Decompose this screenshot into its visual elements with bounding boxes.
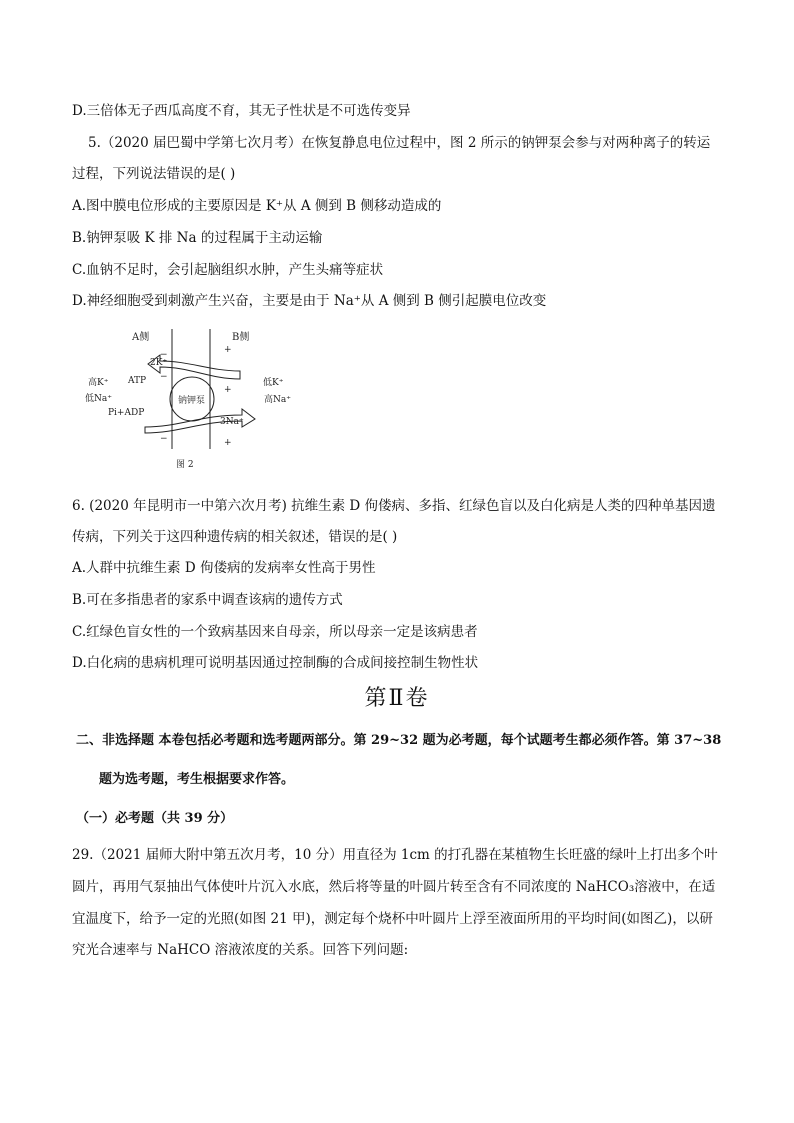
svg-text:−: − — [160, 372, 168, 382]
fig-side-a: A侧 — [132, 332, 150, 343]
fig-atp-label: ATP — [128, 376, 147, 386]
question-6-stem: 6. (2020 年昆明市一中第六次月考) 抗维生素 D 佝偻病、多指、红绿色盲以及白化病是人类的四种单基因遗 — [72, 498, 716, 514]
fig-na-label: 3Na⁺ — [220, 417, 244, 427]
q6-option-c: C.红绿色盲女性的一个致病基因来自母亲，所以母亲一定是该病患者 — [72, 624, 478, 640]
question-5-stem: 5.（2020 届巴蜀中学第七次月考）在恢复静息电位过程中，图 2 所示的钠钾泵会参与对两种离子的转运 — [88, 135, 711, 151]
section-intro: 二、非选择题 本卷包括必考题和选考题两部分。第 29~32 题为必考题，每个试题考生都必须作答。第 37~38 — [76, 733, 722, 748]
q5-option-d: D.神经细胞受到刺激产生兴奋，主要是由于 Na⁺从 A 侧到 B 侧引起膜电位改变 — [72, 293, 547, 309]
question-29-line-4: 究光合速率与 NaHCO 溶液浓度的关系。回答下列问题: — [72, 942, 409, 958]
svg-text:+: + — [224, 438, 232, 448]
section-title: 第Ⅱ卷 — [364, 686, 430, 711]
fig-left-low-na: 低Na⁺ — [85, 394, 112, 404]
fig-right-high-na: 高Na⁺ — [264, 395, 291, 405]
fig-k-label: 2K⁺ — [150, 358, 168, 368]
question-6-stem-cont: 传病，下列关于这四种遗传病的相关叙述，错误的是( ) — [72, 529, 398, 545]
question-29-line-2: 圆片，再用气泵抽出气体使叶片沉入水底，然后将等量的叶圆片转至含有不同浓度的 NaHCO₃溶液中，在适 — [72, 879, 716, 895]
fig-left-high-k: 高K⁺ — [88, 378, 109, 388]
svg-text:+: + — [224, 385, 232, 395]
q6-option-b: B.可在多指患者的家系中调查该病的遗传方式 — [72, 592, 343, 608]
option-d-q4: D.三倍体无子西瓜高度不育，其无子性状是不可选传变异 — [72, 103, 411, 119]
svg-text:+: + — [224, 345, 232, 355]
subsection-heading: （一）必考题（共 39 分） — [76, 811, 234, 826]
fig-caption: 图 2 — [176, 460, 194, 470]
fig-pump-label: 钠钾泵 — [178, 396, 206, 406]
fig-right-low-k: 低K⁺ — [263, 378, 284, 388]
q5-option-b: B.钠钾泵吸 K 排 Na 的过程属于主动运输 — [72, 230, 323, 246]
fig-side-b: B侧 — [232, 332, 250, 343]
svg-text:−: − — [160, 350, 168, 360]
section-intro-cont: 题为选考题，考生根据要求作答。 — [99, 772, 295, 787]
q5-option-c: C.血钠不足时，会引起脑组织水肿，产生头痛等症状 — [72, 262, 384, 278]
fig-pi-adp-label: Pi+ADP — [108, 408, 145, 418]
q6-option-a: A.人群中抗维生素 D 佝偻病的发病率女性高于男性 — [72, 560, 376, 576]
svg-text:−: − — [160, 434, 168, 444]
q5-option-a: A.图中膜电位形成的主要原因是 K⁺从 A 侧到 B 侧移动造成的 — [72, 198, 442, 214]
question-29-line-3: 宜温度下，给予一定的光照(如图 21 甲)，测定每个烧杯中叶圆片上浮至液面所用的平均时间(如图乙)，以研 — [72, 911, 713, 927]
question-29-line-1: 29.（2021 届师大附中第五次月考，10 分）用直径为 1cm 的打孔器在某植物生长旺盛的绿叶上打出多个叶 — [72, 847, 718, 863]
sodium-potassium-pump-figure — [80, 327, 291, 475]
question-5-stem-cont: 过程，下列说法错误的是( ) — [72, 166, 236, 182]
q6-option-d: D.白化病的患病机理可说明基因通过控制酶的合成间接控制生物性状 — [72, 655, 479, 671]
